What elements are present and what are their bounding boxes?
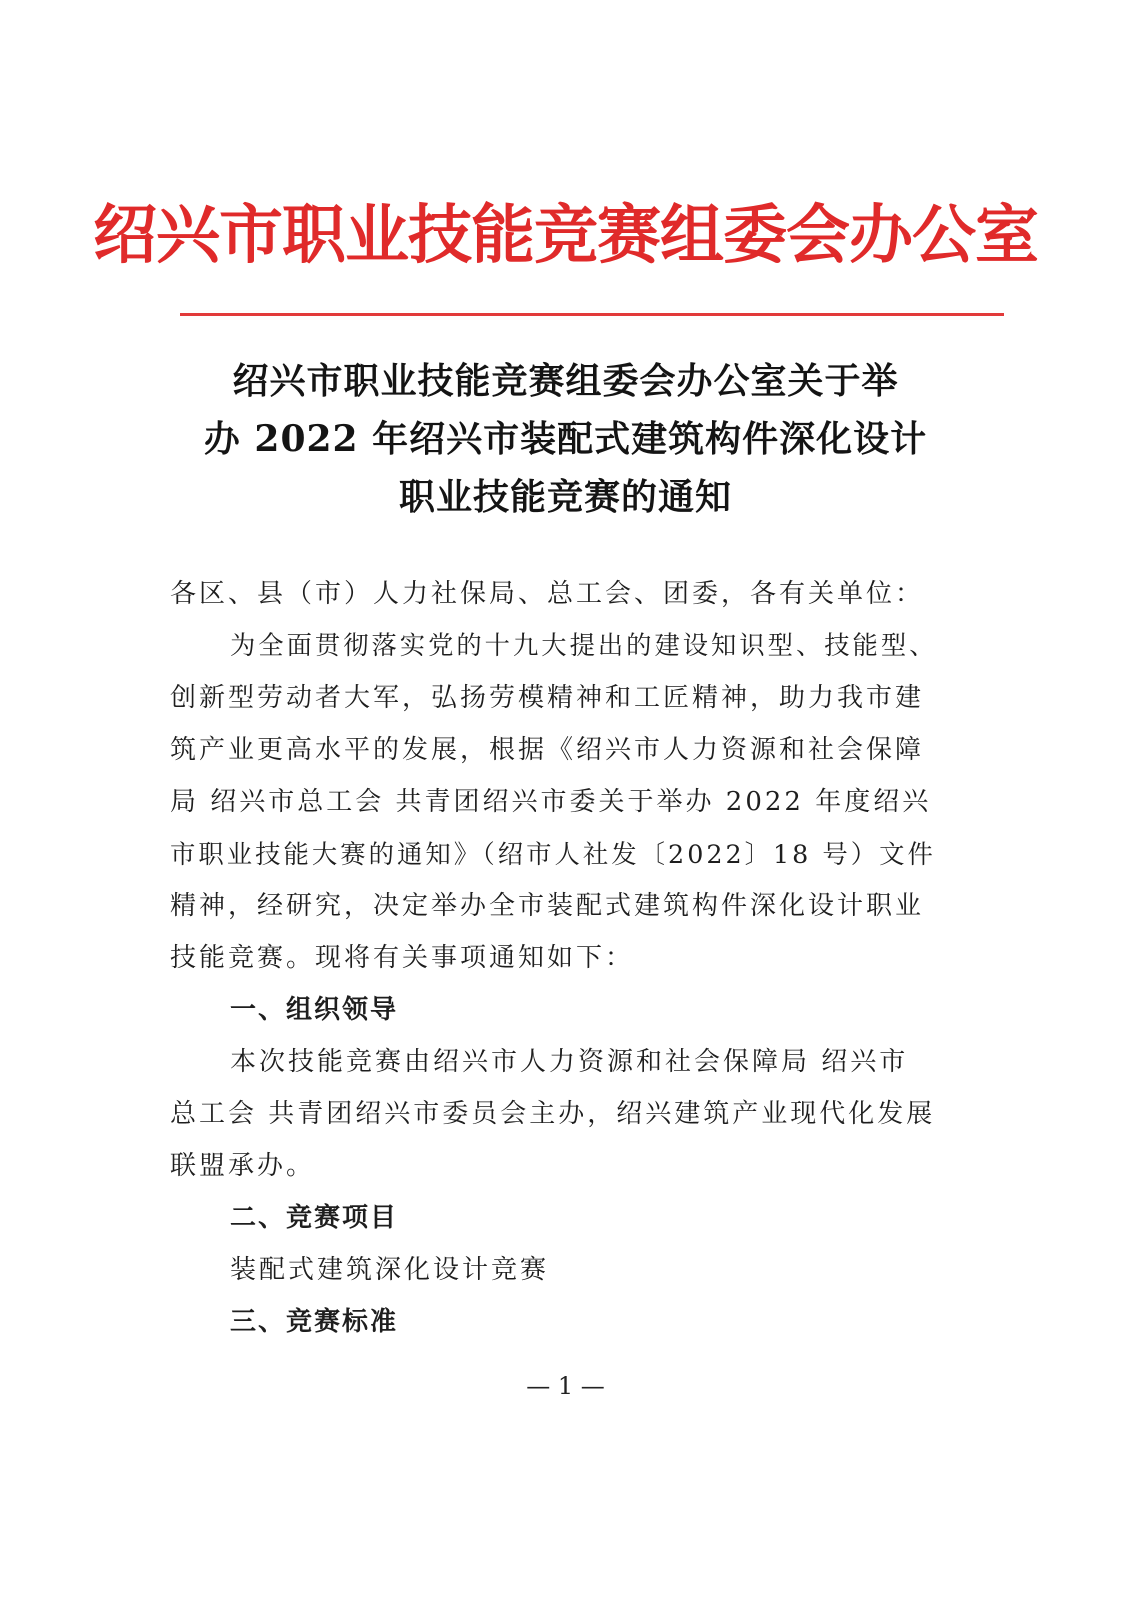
title-line-1: 绍兴市职业技能竞赛组委会办公室关于举 bbox=[232, 360, 899, 402]
salutation: 各区、县（市）人力社保局、总工会、团委，各有关单位： bbox=[170, 579, 925, 609]
title-line-3: 职业技能竞赛的通知 bbox=[398, 476, 732, 518]
section-heading-organization: 一、组织领导 bbox=[230, 995, 399, 1025]
intro-line-2: 创新型劳动者大军，弘扬劳模精神和工匠精神，助力我市建 bbox=[170, 683, 925, 713]
intro-line-7: 技能竞赛。现将有关事项通知如下： bbox=[170, 943, 635, 973]
intro-line-3: 筑产业更高水平的发展，根据《绍兴市人力资源和社会保障 bbox=[170, 735, 925, 765]
intro-line-6: 精神，经研究，决定举办全市装配式建筑构件深化设计职业 bbox=[170, 891, 925, 921]
red-header-rule bbox=[180, 313, 1004, 316]
issuing-office-header: 绍兴市职业技能竞赛组委会办公室 bbox=[93, 199, 1038, 273]
section-1-line-2: 总工会 共青团绍兴市委员会主办，绍兴建筑产业现代化发展 bbox=[170, 1099, 936, 1129]
intro-line-1: 为全面贯彻落实党的十九大提出的建设知识型、技能型、 bbox=[230, 631, 938, 660]
title-line-2: 办 2022 年绍兴市装配式建筑构件深化设计 bbox=[203, 418, 928, 460]
section-2-line-1: 装配式建筑深化设计竞赛 bbox=[230, 1255, 550, 1285]
document-body bbox=[170, 568, 950, 1348]
section-1-line-1: 本次技能竞赛由绍兴市人力资源和社会保障局 绍兴市 bbox=[230, 1047, 909, 1077]
section-1-line-3: 联盟承办。 bbox=[170, 1151, 316, 1181]
intro-line-5: 市职业技能大赛的通知》（绍市人社发〔2022〕18 号）文件 bbox=[170, 839, 936, 869]
section-heading-competition-items: 二、竞赛项目 bbox=[230, 1203, 399, 1233]
intro-line-4: 局 绍兴市总工会 共青团绍兴市委关于举办 2022 年度绍兴 bbox=[170, 787, 932, 817]
page-number: — 1 — bbox=[526, 1372, 605, 1400]
section-heading-competition-standard: 三、竞赛标准 bbox=[230, 1307, 399, 1337]
document-title bbox=[140, 352, 991, 526]
